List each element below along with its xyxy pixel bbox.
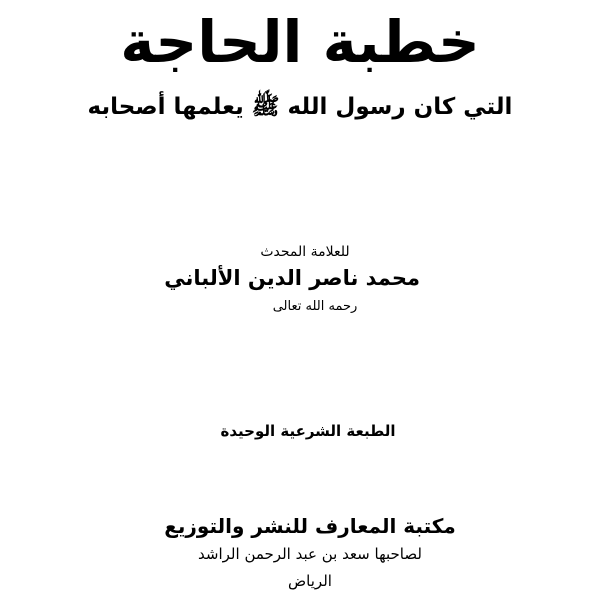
author-name: محمد ناصر الدين الألباني (164, 266, 420, 290)
publisher-owner: لصاحبها سعد بن عبد الرحمن الراشد (198, 545, 422, 563)
book-title: خطبة الحاجة (120, 8, 480, 76)
author-note: رحمه الله تعالى (272, 299, 358, 314)
book-subtitle: التي كان رسول الله ﷺ يعلمها أصحابه (87, 94, 513, 120)
edition-label: الطبعة الشرعية الوحيدة (220, 422, 396, 440)
publisher-city: الرياض (288, 572, 332, 590)
author-prefix: للعلامة المحدث (260, 244, 350, 260)
publisher-name: مكتبة المعارف للنشر والتوزيع (164, 514, 456, 538)
